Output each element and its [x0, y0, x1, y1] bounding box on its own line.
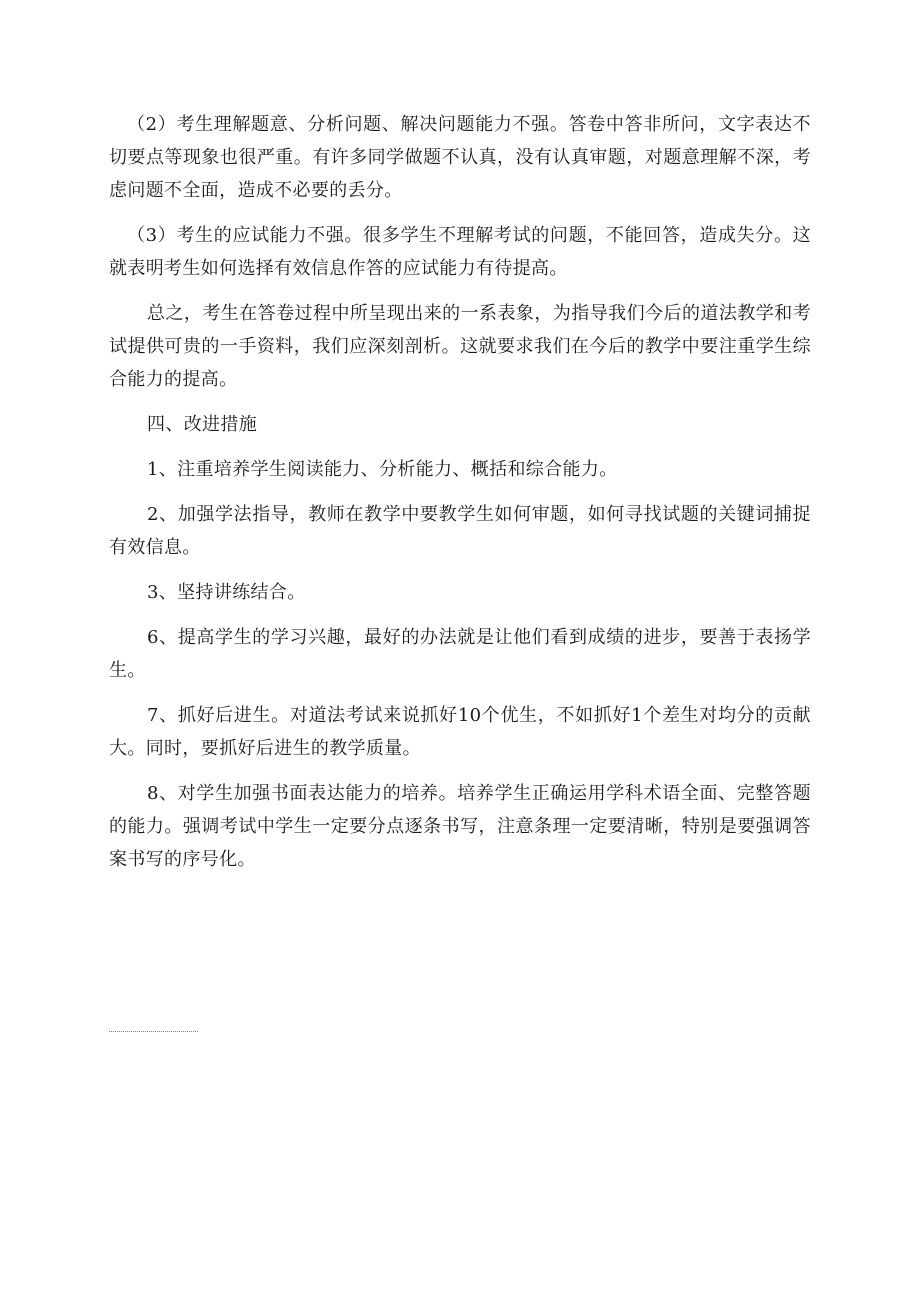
- measure-item-6: 6、提高学生的学习兴趣，最好的办法就是让他们看到成绩的进步，要善于表扬学生。: [109, 627, 811, 681]
- paragraph-summary: 总之，考生在答卷过程中所呈现出来的一系表象，为指导我们今后的道法教学和考试提供可贵的一手资料，我们应深刻剖析。这就要求我们在今后的教学中要注重学生综合能力的提高。: [109, 303, 811, 390]
- measure-item-3: 3、坚持讲练结合。: [147, 582, 306, 603]
- paragraph-point-2: （2）考生理解题意、分析问题、解决问题能力不强。答卷中答非所问，文字表达不切要点等现象也很严重。有许多同学做题不认真，没有认真审题，对题意理解不深，考虑问题不全面，造成不必要的丢分。: [109, 114, 811, 201]
- measure-item-2: 2、加强学法指导，教师在教学中要教学生如何审题，如何寻找试题的关键词捕捉有效信息。: [109, 504, 811, 558]
- measure-item-7: 7、抓好后进生。对道法考试来说抓好10个优生，不如抓好1个差生对均分的贡献大。同时，要抓好后进生的教学质量。: [109, 705, 811, 759]
- measure-item-8: 8、对学生加强书面表达能力的培养。培养学生正确运用学科术语全面、完整答题的能力。强调考试中学生一定要分点逐条书写，注意条理一定要清晰，特别是要强调答案书写的序号化。: [109, 783, 811, 870]
- section-heading-improvement-measures: 四、改进措施: [147, 414, 258, 435]
- footnote-separator-line: [109, 1031, 198, 1032]
- measure-item-1: 1、注重培养学生阅读能力、分析能力、概括和综合能力。: [147, 459, 618, 480]
- paragraph-point-3: （3）考生的应试能力不强。很多学生不理解考试的问题，不能回答，造成失分。这就表明考生如何选择有效信息作答的应试能力有待提高。: [109, 225, 811, 279]
- document-body: [109, 108, 811, 888]
